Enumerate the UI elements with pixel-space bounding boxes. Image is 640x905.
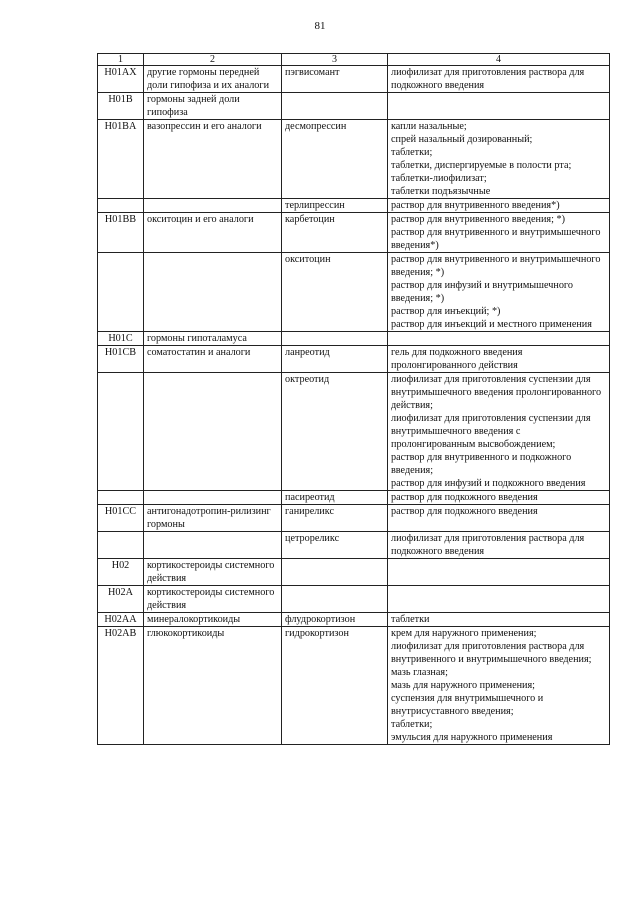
column-header: 2 — [144, 54, 282, 66]
atc-code-cell — [98, 199, 144, 213]
dosage-form-line: раствор для внутривенного и внутримышечного введения; *) — [391, 254, 601, 278]
group-cell: антигонадотропин-рилизинг гормоны — [144, 505, 282, 532]
group-cell: кортикостероиды системного действия — [144, 559, 282, 586]
dosage-form-line: таблетки — [391, 614, 430, 625]
atc-code-cell: H01B — [98, 93, 144, 120]
drug-cell: гидрокортизон — [282, 627, 388, 745]
dosage-form-line: раствор для инфузий и подкожного введения — [391, 478, 586, 489]
dosage-forms-cell — [388, 627, 610, 745]
group-cell: гормоны гипоталамуса — [144, 332, 282, 346]
group-cell — [144, 532, 282, 559]
dosage-form-line: таблетки-лиофилизат; — [391, 173, 487, 184]
dosage-form-line: крем для наружного применения; — [391, 628, 537, 639]
dosage-form-line: таблетки; — [391, 147, 433, 158]
drug-cell: окситоцин — [282, 253, 388, 332]
drug-cell: десмопрессин — [282, 120, 388, 199]
table-row — [98, 213, 610, 253]
group-cell — [144, 253, 282, 332]
group-cell — [144, 373, 282, 491]
dosage-forms-cell — [388, 346, 610, 373]
atc-code-cell: H02AA — [98, 613, 144, 627]
group-cell: кортикостероиды системного действия — [144, 586, 282, 613]
drug-cell — [282, 586, 388, 613]
dosage-forms-cell — [388, 253, 610, 332]
dosage-form-line: лиофилизат для приготовления раствора для внутривенного и внутримышечного введения; — [391, 641, 592, 665]
dosage-form-line: лиофилизат для приготовления суспензии для внутримышечного введения с пролонгированным высвобождением; — [391, 413, 591, 450]
atc-code-cell — [98, 373, 144, 491]
table-row — [98, 93, 610, 120]
dosage-forms-cell — [388, 586, 610, 613]
table-row — [98, 120, 610, 199]
atc-code-cell: H01AX — [98, 66, 144, 93]
table-row — [98, 613, 610, 627]
column-header: 3 — [282, 54, 388, 66]
dosage-form-line: раствор для инъекций; *) — [391, 306, 501, 317]
table-row — [98, 586, 610, 613]
atc-code-cell: H02 — [98, 559, 144, 586]
table-row — [98, 373, 610, 491]
group-cell — [144, 199, 282, 213]
dosage-forms-cell — [388, 93, 610, 120]
group-cell: минералокортикоиды — [144, 613, 282, 627]
atc-code-cell: H02A — [98, 586, 144, 613]
atc-code-cell: H01C — [98, 332, 144, 346]
dosage-forms-cell — [388, 66, 610, 93]
table-header-row — [98, 54, 610, 66]
atc-code-cell — [98, 491, 144, 505]
drug-cell: терлипрессин — [282, 199, 388, 213]
dosage-forms-cell — [388, 532, 610, 559]
table-row — [98, 532, 610, 559]
dosage-form-line: лиофилизат для приготовления раствора для подкожного введения — [391, 67, 585, 91]
drug-table — [97, 53, 610, 745]
group-cell: вазопрессин и его аналоги — [144, 120, 282, 199]
dosage-forms-cell — [388, 505, 610, 532]
dosage-form-line: гель для подкожного введения пролонгированного действия — [391, 347, 523, 371]
dosage-forms-cell — [388, 199, 610, 213]
dosage-forms-cell — [388, 373, 610, 491]
drug-cell — [282, 93, 388, 120]
drug-cell: ланреотид — [282, 346, 388, 373]
dosage-form-line: таблетки; — [391, 719, 433, 730]
dosage-form-line: суспензия для внутримышечного и внутрисуставного введения; — [391, 693, 544, 717]
group-cell: соматостатин и аналоги — [144, 346, 282, 373]
table-row — [98, 505, 610, 532]
dosage-forms-cell — [388, 120, 610, 199]
drug-cell: карбетоцин — [282, 213, 388, 253]
atc-code-cell — [98, 253, 144, 332]
drug-cell: пасиреотид — [282, 491, 388, 505]
dosage-form-line: раствор для внутривенного и подкожного введения; — [391, 452, 572, 476]
group-cell: окситоцин и его аналоги — [144, 213, 282, 253]
drug-cell: цетрореликс — [282, 532, 388, 559]
dosage-form-line: раствор для инъекций и местного применения — [391, 319, 592, 330]
table-row — [98, 491, 610, 505]
table-row — [98, 66, 610, 93]
drug-cell: пэгвисомант — [282, 66, 388, 93]
group-cell: другие гормоны передней доли гипофиза и их аналоги — [144, 66, 282, 93]
dosage-form-line: эмульсия для наружного применения — [391, 732, 553, 743]
atc-code-cell: H02AB — [98, 627, 144, 745]
table-row — [98, 332, 610, 346]
dosage-form-line: раствор для подкожного введения — [391, 506, 538, 517]
dosage-form-line: капли назальные; — [391, 121, 467, 132]
dosage-form-line: лиофилизат для приготовления суспензии для внутримышечного введения пролонгированного действия; — [391, 374, 602, 411]
dosage-form-line: раствор для инфузий и внутримышечного введения; *) — [391, 280, 573, 304]
dosage-form-line: таблетки подъязычные — [391, 186, 491, 197]
dosage-forms-cell — [388, 491, 610, 505]
page-number: 81 — [314, 20, 326, 32]
table-row — [98, 199, 610, 213]
dosage-forms-cell — [388, 332, 610, 346]
table-row — [98, 559, 610, 586]
drug-cell: октреотид — [282, 373, 388, 491]
drug-cell — [282, 559, 388, 586]
column-header: 1 — [98, 54, 144, 66]
dosage-form-line: спрей назальный дозированный; — [391, 134, 533, 145]
atc-code-cell: H01BB — [98, 213, 144, 253]
group-cell: глюкокортикоиды — [144, 627, 282, 745]
dosage-form-line: раствор для внутривенного введения; *) — [391, 214, 565, 225]
dosage-form-line: раствор для подкожного введения — [391, 492, 538, 503]
dosage-form-line: мазь глазная; — [391, 667, 448, 678]
atc-code-cell: H01CC — [98, 505, 144, 532]
dosage-form-line: раствор для внутривенного введения*) — [391, 200, 560, 211]
dosage-form-line: лиофилизат для приготовления раствора для подкожного введения — [391, 533, 585, 557]
dosage-form-line: раствор для внутривенного и внутримышечного введения*) — [391, 227, 601, 251]
atc-code-cell: H01CB — [98, 346, 144, 373]
table-row — [98, 346, 610, 373]
drug-cell: флудрокортизон — [282, 613, 388, 627]
group-cell: гормоны задней доли гипофиза — [144, 93, 282, 120]
group-cell — [144, 491, 282, 505]
table-row — [98, 627, 610, 745]
dosage-forms-cell — [388, 213, 610, 253]
atc-code-cell — [98, 532, 144, 559]
drug-cell — [282, 332, 388, 346]
table-row — [98, 253, 610, 332]
drug-cell: ганиреликс — [282, 505, 388, 532]
column-header: 4 — [388, 54, 610, 66]
dosage-form-line: мазь для наружного применения; — [391, 680, 536, 691]
atc-code-cell: H01BA — [98, 120, 144, 199]
dosage-form-line: таблетки, диспергируемые в полости рта; — [391, 160, 572, 171]
dosage-forms-cell — [388, 613, 610, 627]
dosage-forms-cell — [388, 559, 610, 586]
